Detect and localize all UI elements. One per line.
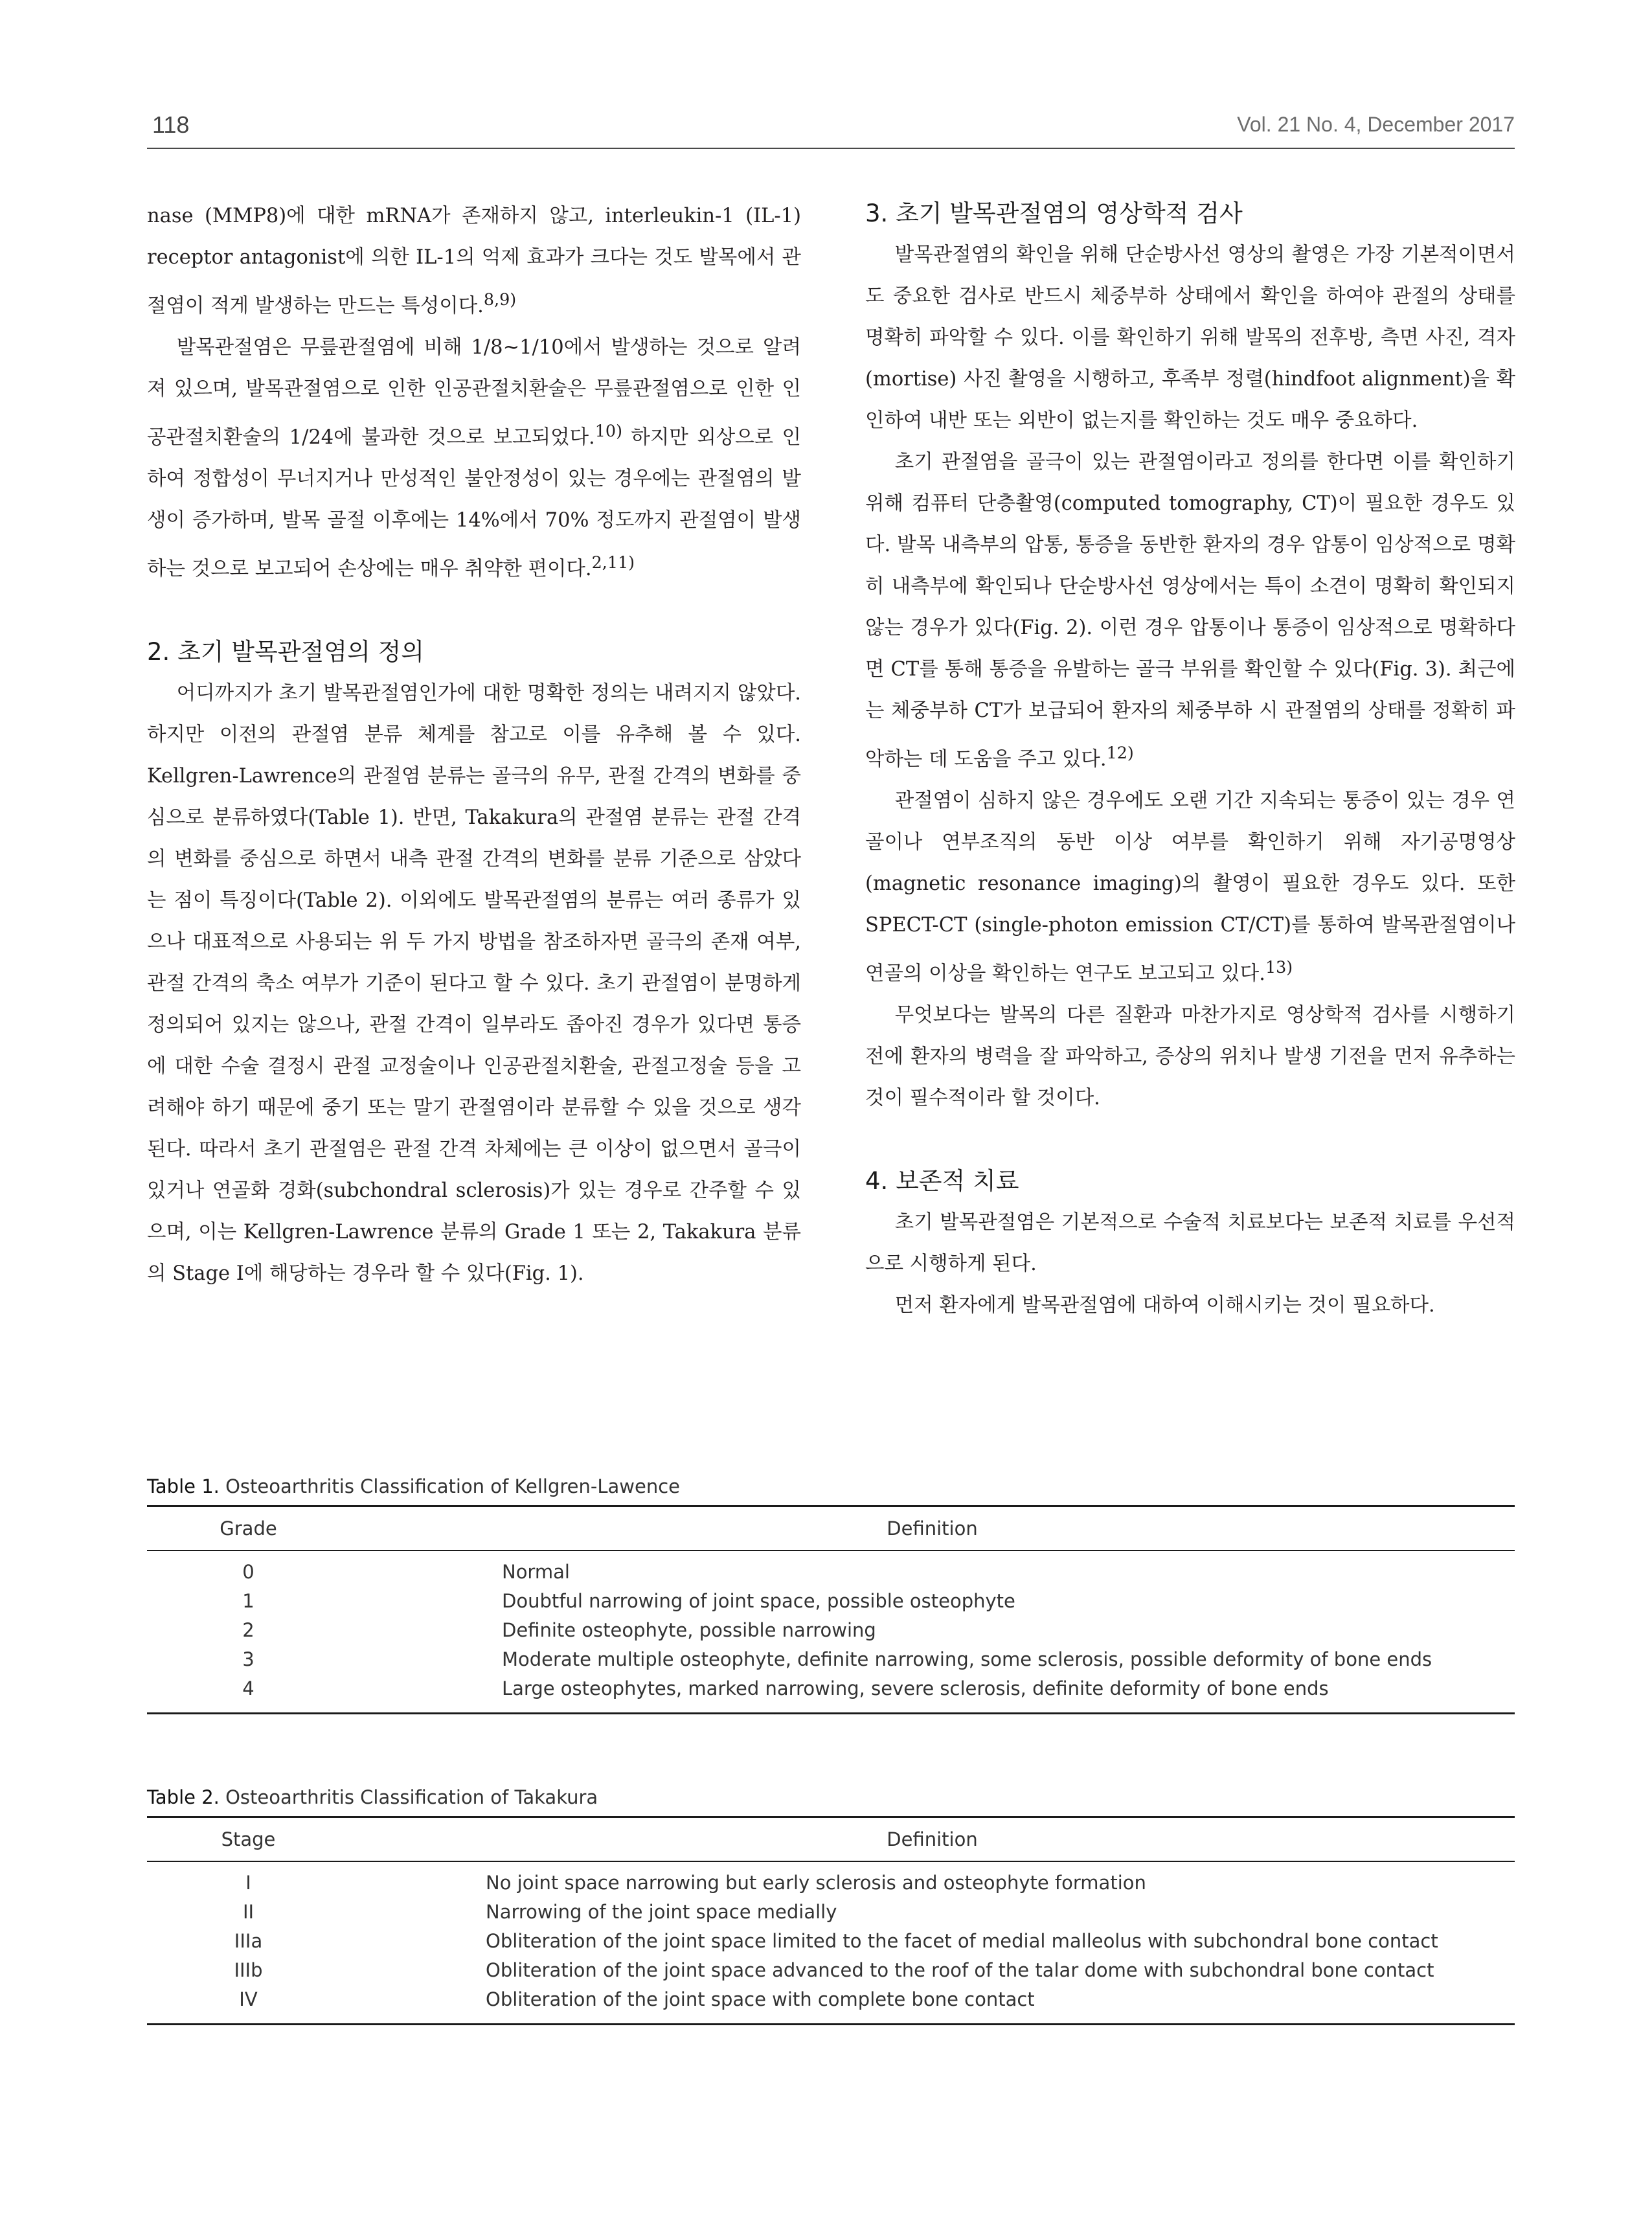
table-1-block <box>147 1475 1515 1714</box>
section-heading-3: 3. 초기 발목관절염의 영상학적 검사 <box>865 199 1243 227</box>
table-row <box>147 1674 1515 1714</box>
paragraph-text: 관절염이 심하지 않은 경우에도 오랜 기간 지속되는 통증이 있는 경우 연골이나 연부조직의 동반 이상 여부를 확인하기 위해 자기공명영상(magnetic resonance imaging)의 촬영이 필요한 경우도 있다. 또한 SPECT-CT (single-photon emission CT/CT)를 통하여 발목관절염이나 연골의 이상을 확인하는 연구도 보고되고 있다. <box>865 789 1515 986</box>
grade-cell: 1 <box>242 1590 255 1612</box>
table-label: Table 1. <box>147 1475 220 1497</box>
paragraph-9: 먼저 환자에게 발목관절염에 대하여 이해시키는 것이 필요하다. <box>894 1294 1435 1317</box>
table-title: Osteoarthritis Classification of Takakura <box>225 1786 598 1808</box>
definition-cell: Definite osteophyte, possible narrowing <box>502 1619 876 1641</box>
column-header-definition: Definition <box>350 1506 1515 1551</box>
kellgren-lawrence-table <box>147 1505 1515 1714</box>
table-row <box>147 1616 1515 1645</box>
section-heading-2: 2. 초기 발목관절염의 정의 <box>147 638 425 666</box>
definition-cell: Large osteophytes, marked narrowing, severe sclerosis, definite deformity of bone ends <box>350 1674 1515 1714</box>
grade-cell: 2 <box>242 1619 255 1641</box>
left-column <box>147 196 801 1295</box>
definition-cell: Obliteration of the joint space with complete bone contact <box>350 1985 1515 2025</box>
page-number: 118 <box>152 111 190 138</box>
table-header-row <box>147 1817 1515 1862</box>
definition-cell: Obliteration of the joint space advanced to the roof of the talar dome with subchondral bone contact <box>486 1959 1434 1981</box>
paragraph-text: 발목관절염은 무릎관절염에 비해 1/8∼1/10에서 발생하는 것으로 알려져 있으며, 발목관절염으로 인한 인공관절치환술은 무릎관절염으로 인한 인공관절치환술의 1/24에 불과한 것으로 보고되었다. <box>147 336 801 449</box>
paragraph-text: 하지만 외상으로 인하여 정합성이 무너지거나 만성적인 불안정성이 있는 경우에는 관절염의 발생이 증가하며, 발목 골절 이후에는 14%에서 70% 정도까지 관절염이 발생하는 것으로 보고되어 손상에는 매우 취약한 편이다. <box>147 426 801 581</box>
table-row <box>147 1587 1515 1616</box>
definition-cell: Moderate multiple osteophyte, definite narrowing, some sclerosis, possible deformity of bone ends <box>502 1648 1432 1670</box>
stage-cell: IIIa <box>234 1930 263 1952</box>
table-row <box>147 1927 1515 1956</box>
definition-cell: Obliteration of the joint space limited to the facet of medial malleolus with subchondral bone contact <box>486 1930 1438 1952</box>
column-header-stage: Stage <box>147 1817 350 1862</box>
table-label: Table 2. <box>147 1786 220 1808</box>
column-header-definition: Definition <box>350 1817 1515 1862</box>
definition-cell: No joint space narrowing but early sclerosis and osteophyte formation <box>486 1872 1146 1894</box>
paragraph-text: nase (MMP8)에 대한 mRNA가 존재하지 않고, interleukin-1 (IL-1) receptor antagonist에 의한 IL-1의 억제 효과가 크다는 것도 발목에서 관절염이 적게 발생하는 만드는 특성이다. <box>147 205 801 318</box>
citation: 13) <box>1265 957 1293 977</box>
citation: 10) <box>594 421 622 441</box>
stage-cell: IIIb <box>234 1959 263 1981</box>
table-row <box>147 1956 1515 1985</box>
paragraph-8: 초기 발목관절염은 기본적으로 수술적 치료보다는 보존적 치료를 우선적으로 시행하게 된다. <box>865 1211 1515 1276</box>
table-row <box>147 1985 1515 2025</box>
paragraph-text: 초기 관절염을 골극이 있는 관절염이라고 정의를 한다면 이를 확인하기 위해 컴퓨터 단층촬영(computed tomography, CT)이 필요한 경우도 있다. 발목 내측부의 압통, 통증을 동반한 환자의 경우 압통이 임상적으로 명확히 내측부에 확인되나 단순방사선 영상에서는 특이 소견이 명확히 확인되지 않는 경우가 있다(Fig. 2). 이런 경우 압통이나 통증이 임상적으로 명확하다면 CT를 통해 통증을 유발하는 골극 부위를 확인할 수 있다(Fig. 3). 최근에는 체중부하 CT가 보급되어 환자의 체중부하 시 관절염의 상태를 정확히 파악하는 데 도움을 주고 있다. <box>865 451 1515 771</box>
definition-cell: Doubtful narrowing of joint space, possible osteophyte <box>502 1590 1015 1612</box>
table-row <box>147 1550 1515 1587</box>
paragraph-5 <box>865 442 1515 780</box>
citation: 12) <box>1106 743 1134 762</box>
paragraph-4: 발목관절염의 확인을 위해 단순방사선 영상의 촬영은 가장 기본적이면서도 중요한 검사로 반드시 체중부하 상태에서 확인을 하여야 관절의 상태를 명확히 파악할 수 있다. 이를 확인하기 위해 발목의 전후방, 측면 사진, 격자(mortise) 사진 촬영을 시행하고, 후족부 정렬(hindfoot alignment)을 확인하여 내반 또는 외반이 없는지를 확인하는 것도 매우 중요하다. <box>865 244 1515 432</box>
section-heading-4: 4. 보존적 치료 <box>865 1167 1019 1196</box>
table-title: Osteoarthritis Classification of Kellgren-Lawence <box>225 1475 681 1497</box>
table-row <box>147 1645 1515 1674</box>
table-caption <box>147 1786 1515 1808</box>
takakura-table <box>147 1816 1515 2025</box>
definition-cell: Normal <box>502 1561 570 1583</box>
table-caption <box>147 1475 1515 1497</box>
citation: 8,9) <box>483 290 517 309</box>
paragraph-1 <box>147 196 801 327</box>
paragraph-7: 무엇보다는 발목의 다른 질환과 마찬가지로 영상학적 검사를 시행하기 전에 환자의 병력을 잘 파악하고, 증상의 위치나 발생 기전을 먼저 유추하는 것이 필수적이라 할 것이다. <box>865 1004 1515 1110</box>
grade-cell: 3 <box>242 1648 255 1670</box>
running-header <box>147 109 1515 149</box>
table-row <box>147 1861 1515 1898</box>
column-header-grade: Grade <box>147 1506 350 1551</box>
grade-cell: 0 <box>242 1561 255 1583</box>
table-row <box>147 1898 1515 1927</box>
citation: 2,11) <box>591 552 635 573</box>
paragraph-2 <box>147 327 801 590</box>
journal-info: Vol. 21 No. 4, December 2017 <box>1237 113 1515 136</box>
stage-cell: I <box>245 1872 251 1894</box>
table-header-row <box>147 1506 1515 1551</box>
table-2-block <box>147 1786 1515 2025</box>
paragraph-3: 어디까지가 초기 발목관절염인가에 대한 명확한 정의는 내려지지 않았다. 하지만 이전의 관절염 분류 체계를 참고로 이를 유추해 볼 수 있다. Kellgren-Lawrence의 관절염 분류는 골극의 유무, 관절 간격의 변화를 중심으로 분류하였다(Table 1). 반면, Takakura의 관절염 분류는 관절 간격의 변화를 중심으로 하면서 내측 관절 간격의 변화를 분류 기준으로 삼았다는 점이 특징이다(Table 2). 이외에도 발목관절염의 분류는 여러 종류가 있으나 대표적으로 사용되는 위 두 가지 방법을 참조하자면 골극의 존재 여부, 관절 간격의 축소 여부가 기준이 된다고 할 수 있다. 초기 관절염이 분명하게 정의되어 있지는 않으나, 관절 간격이 일부라도 좁아진 경우가 있다면 통증에 대한 수술 결정시 관절 교정술이나 인공관절치환술, 관절고정술 등을 고려해야 하기 때문에 중기 또는 말기 관절염이라 분류할 수 있을 것으로 생각된다. 따라서 초기 관절염은 관절 간격 차체에는 큰 이상이 없으면서 골극이 있거나 연골화 경화(subchondral sclerosis)가 있는 경우로 간주할 수 있으며, 이는 Kellgren-Lawrence 분류의 Grade 1 또는 2, Takakura 분류의 Stage I에 해당하는 경우라 할 수 있다(Fig. 1). <box>147 682 801 1286</box>
stage-cell: IV <box>147 1985 350 2025</box>
section-gap <box>147 590 801 631</box>
section-gap <box>865 1119 1515 1161</box>
paragraph-6 <box>865 780 1515 995</box>
grade-cell: 4 <box>147 1674 350 1714</box>
definition-cell: Narrowing of the joint space medially <box>486 1901 837 1923</box>
right-column <box>865 196 1515 1326</box>
stage-cell: II <box>242 1901 255 1923</box>
